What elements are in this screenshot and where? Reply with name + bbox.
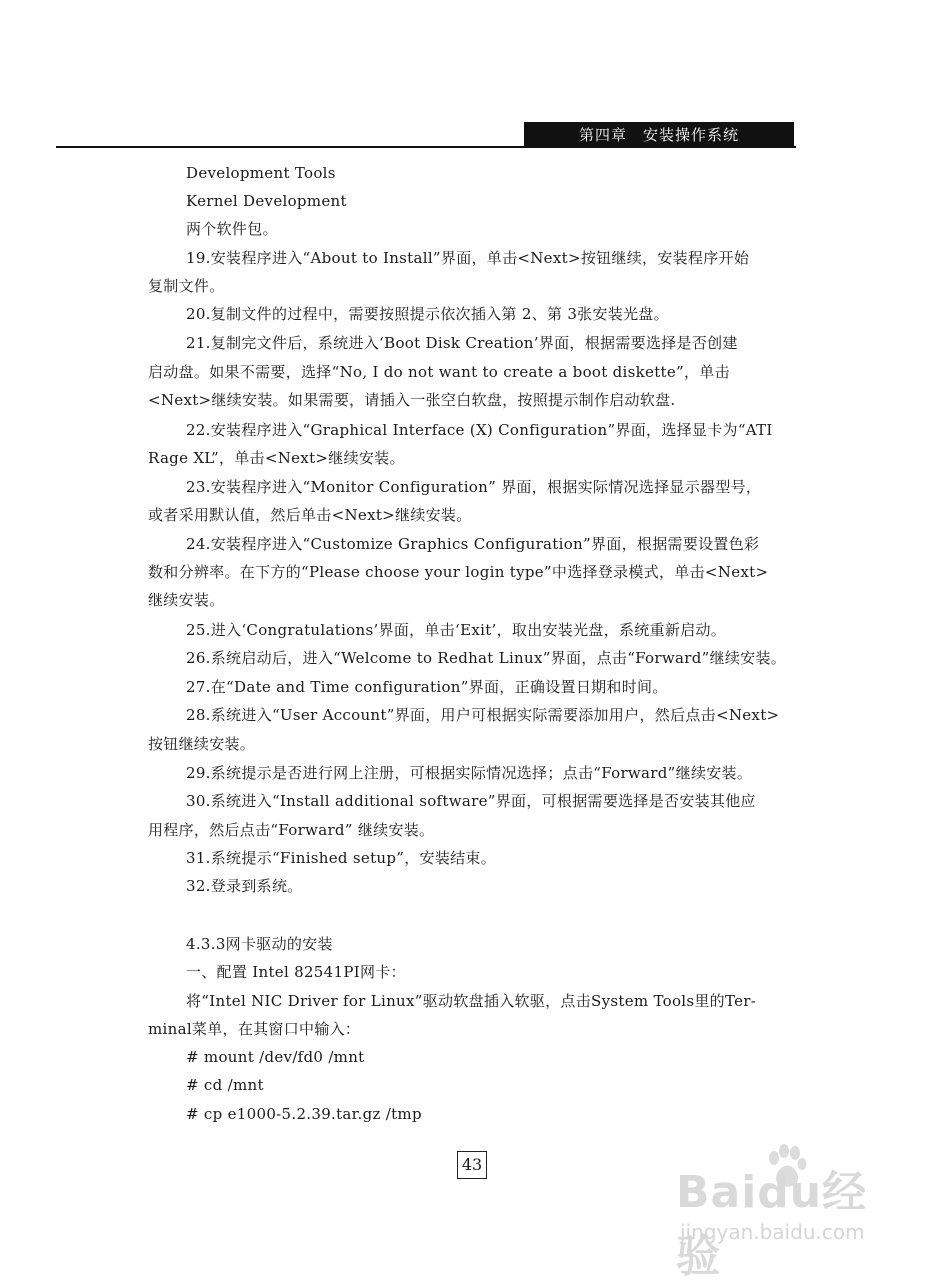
text-line: Development Tools <box>186 164 336 182</box>
text-line: 继续安装。 <box>148 591 225 609</box>
section-heading: 4.3.3网卡驱动的安装 <box>186 935 333 953</box>
text-line: 按钮继续安装。 <box>148 735 256 753</box>
text-line: 数和分辨率。在下方的“Please choose your login type”中选择登录模式，单击<Next> <box>148 563 769 581</box>
text-line: 两个软件包。 <box>186 220 278 238</box>
watermark-url: jingyan.baidu.com <box>680 1220 865 1244</box>
page-number: 43 <box>457 1151 487 1179</box>
text-line: 20.复制文件的过程中，需要按照提示依次插入第 2、第 3张安装光盘。 <box>186 305 669 323</box>
text-line: 26.系统启动后，进入“Welcome to Redhat Linux”界面，点击“Forward”继续安装。 <box>186 649 787 667</box>
text-line: 27.在“Date and Time configuration”界面，正确设置日期和时间。 <box>186 678 668 696</box>
text-line: minal菜单，在其窗口中输入： <box>148 1020 361 1038</box>
text-line: 将“Intel NIC Driver for Linux”驱动软盘插入软驱，点击System Tools里的Ter- <box>186 992 757 1010</box>
text-line: 24.安装程序进入“Customize Graphics Configuration”界面，根据需要设置色彩 <box>186 535 760 553</box>
text-line: 25.进入‘Congratulations’界面，单击‘Exit’，取出安装光盘，系统重新启动。 <box>186 621 727 639</box>
text-line: 22.安装程序进入“Graphical Interface (X) Configuration”界面，选择显卡为“ATI <box>186 421 773 439</box>
command-line: # cd /mnt <box>186 1076 264 1094</box>
text-line: 30.系统进入“Install additional software”界面，可根据需要选择是否安装其他应 <box>186 792 756 810</box>
text-line: 19.安装程序进入“About to Install”界面，单击<Next>按钮继续，安装程序开始 <box>186 249 750 267</box>
text-line: 23.安装程序进入“Monitor Configuration” 界面，根据实际情况选择显示器型号， <box>186 478 762 496</box>
chapter-title: 安装操作系统 <box>643 126 740 144</box>
text-line: <Next>继续安装。如果需要，请插入一张空白软盘，按照提示制作启动软盘. <box>148 391 676 409</box>
chapter-number: 第四章 <box>578 126 627 144</box>
text-line: 28.系统进入“User Account”界面，用户可根据实际需要添加用户，然后点击<Next> <box>186 706 780 724</box>
text-line: Rage XL”，单击<Next>继续安装。 <box>148 449 405 467</box>
watermark <box>672 1150 902 1282</box>
text-line: 21.复制完文件后，系统进入‘Boot Disk Creation’界面，根据需要选择是否创建 <box>186 334 738 352</box>
text-line: 用程序，然后点击“Forward” 继续安装。 <box>148 821 435 839</box>
command-line: # mount /dev/fd0 /mnt <box>186 1048 365 1066</box>
chapter-header <box>524 122 794 148</box>
text-line: 复制文件。 <box>148 277 225 295</box>
text-line: Kernel Development <box>186 192 347 210</box>
watermark-logo: Baidu经验 <box>676 1167 868 1282</box>
text-line: 或者采用默认值，然后单击<Next>继续安装。 <box>148 506 472 524</box>
text-line: 29.系统提示是否进行网上注册，可根据实际情况选择；点击“Forward”继续安装。 <box>186 764 753 782</box>
text-line: 32.登录到系统。 <box>186 877 303 895</box>
subsection-heading: 一、配置 Intel 82541PI网卡： <box>186 963 406 981</box>
command-line: # cp e1000-5.2.39.tar.gz /tmp <box>186 1105 422 1123</box>
text-line: 启动盘。如果不需要，选择“No, I do not want to create a boot diskette”，单击 <box>148 363 730 381</box>
text-line: 31.系统提示“Finished setup”，安装结束。 <box>186 849 497 867</box>
